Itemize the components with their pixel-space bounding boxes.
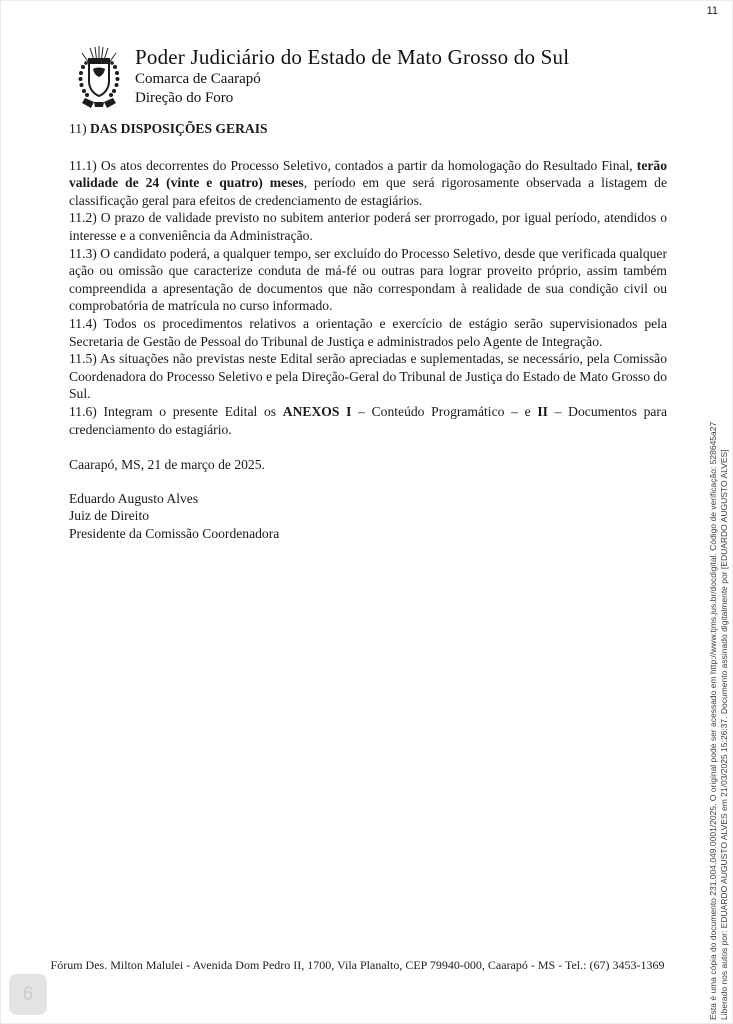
signer-title: Presidente da Comissão Coordenadora	[69, 525, 280, 541]
section-heading	[69, 120, 667, 138]
comarca-subtitle: Comarca de Caarapó	[135, 71, 261, 87]
court-title: Poder Judiciário do Estado de Mato Grosso do Sul	[135, 45, 570, 69]
page-number: 11	[706, 5, 718, 17]
letterhead-text	[135, 45, 569, 107]
foro-subtitle: Direção do Foro	[135, 90, 234, 106]
clause-paragraph: 11.3) O candidato poderá, a qualquer tempo, ser excluído do Processo Seletivo, desde que verificada qualquer ação ou omissão que caracterize conduta de má-fé ou outras para lograr proveito próprio, assim também compreendida a apresentação de documentos que não correspondam à realidade de sua condição civil ou comprobatória de matrícula no curso informado.	[69, 245, 667, 314]
signer-name: Eduardo Augusto Alves	[69, 490, 199, 506]
clause-paragraph: 11.4) Todos os procedimentos relativos a orientação e exercício de estágio serão supervisionados pela Secretaria de Gestão de Pessoal do Tribunal de Justiça e administrados pelo Agente de Integração.	[69, 315, 667, 349]
clause-paragraph: 11.5) As situações não previstas neste Edital serão apreciadas e suplementadas, se necessário, pela Comissão Coordenadora do Processo Seletivo e pela Direção-Geral do Tribunal de Justiça do Estado de Mato Grosso do Sul.	[69, 351, 667, 402]
clause-paragraph: 11.6) Integram o presente Edital os ANEXOS I – Conteúdo Programático – e II – Documentos para credenciamento do estagiário.	[69, 403, 667, 437]
digital-copy-stamp-line1: Esta é uma cópia do documento 231.004.049.0001/2025. O original pode ser acessado em http://www.tjms.jus.br/docdigital. Código de verificação: 528645a27	[708, 421, 718, 1020]
date-line: Caarapó, MS, 21 de março de 2025.	[69, 457, 265, 473]
letterhead	[77, 45, 662, 111]
signer-role: Juiz de Direito	[69, 508, 150, 524]
clause-list	[69, 157, 667, 439]
section-number: 11)	[69, 121, 87, 136]
clause-paragraph: 11.1) Os atos decorrentes do Processo Seletivo, contados a partir da homologação do Resultado Final, terão validade de 24 (vinte e quatro) meses, período em que será rigorosamente observada a listagem de classificação geral para efeitos de credenciamento de estagiários.	[69, 157, 667, 208]
forum-address-footer: Fórum Des. Milton Malulei - Avenida Dom Pedro II, 1700, Vila Planalto, CEP 79940-000, Caarapó - MS - Tel.: (67) 3453-1369	[50, 958, 665, 972]
document-body	[69, 120, 667, 542]
viewer-page-badge[interactable]: 6	[9, 974, 47, 1015]
signature-block	[69, 490, 667, 543]
clause-paragraph: 11.2) O prazo de validade previsto no subitem anterior poderá ser prorrogado, por igual período, atendidos o interesse e a conveniência da Administração.	[69, 210, 667, 243]
coat-of-arms-icon	[77, 45, 121, 111]
digital-copy-stamp-line2: Liberado nos autos por: EDUARDO AUGUSTO ALVES em 21/03/2025 15:26:37. Documento assinado digitalmente por [EDUARDO AUGUSTO ALVES]	[719, 449, 729, 1020]
section-title: DAS DISPOSIÇÕES GERAIS	[90, 121, 268, 136]
